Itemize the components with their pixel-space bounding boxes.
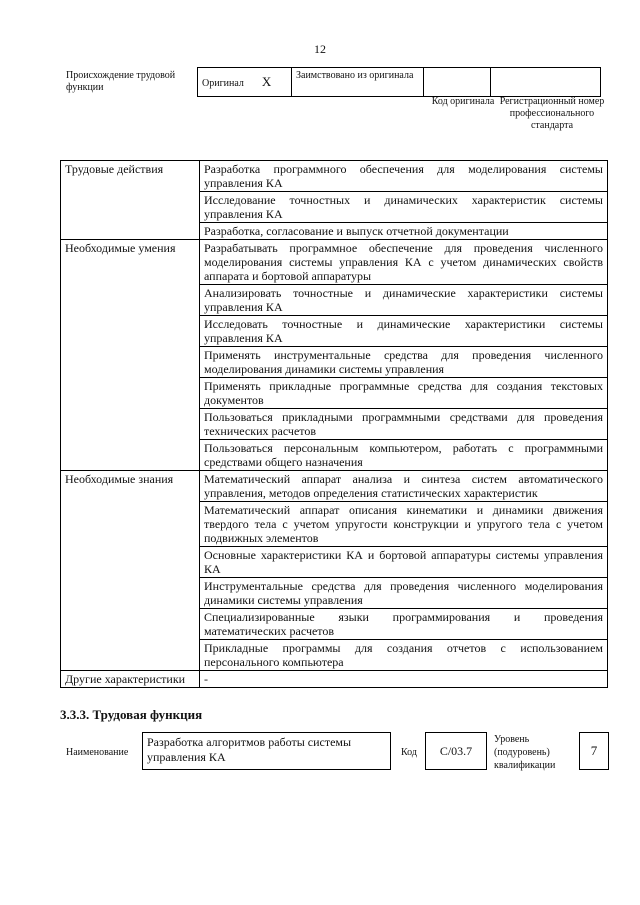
table-cell: Специализированные языки программирования и проведения математических расчетов xyxy=(200,609,608,640)
table-row xyxy=(61,161,608,192)
table-cell: Исследование точностных и динамических характеристик системы управления КА xyxy=(200,192,608,223)
table-row xyxy=(61,471,608,502)
origin-borrowed-cell: Заимствовано из оригинала xyxy=(292,68,424,97)
function-name-label: Наименование xyxy=(66,747,129,758)
table-cell: Основные характеристики КА и бортовой аппаратуры системы управления КА xyxy=(200,547,608,578)
qualification-level-label: Уровень (подуровень) квалификации xyxy=(494,734,556,771)
table-cell: Пользоваться прикладными программными средствами для проведения технических расчетов xyxy=(200,409,608,440)
origin-label: Происхождение трудовой функции xyxy=(66,70,176,93)
table-cell: Разработка программного обеспечения для моделирования системы управления КА xyxy=(200,161,608,192)
table-row xyxy=(61,671,608,688)
category-required-knowledge: Необходимые знания xyxy=(61,471,200,671)
table-cell: Математический аппарат описания кинематики и динамики движения твердого тела с учетом упругости конструкции и упругого тела с учетом подвижных элементов xyxy=(200,502,608,547)
table-cell: Анализировать точностные и динамические характеристики системы управления КА xyxy=(200,285,608,316)
category-other: Другие характеристики xyxy=(61,671,200,688)
function-name-value: Разработка алгоритмов работы системы управления КА xyxy=(142,732,391,770)
origin-original-cell xyxy=(198,68,292,97)
table-cell: Применять прикладные программные средства для создания текстовых документов xyxy=(200,378,608,409)
origin-code-caption: Код оригинала xyxy=(431,96,495,107)
function-code-label: Код xyxy=(401,747,417,758)
category-labor-actions: Трудовые действия xyxy=(61,161,200,240)
table-row xyxy=(61,240,608,285)
table-cell: Разработка, согласование и выпуск отчетной документации xyxy=(200,223,608,240)
table-cell: Применять инструментальные средства для проведения численного моделирования динамики системы управления xyxy=(200,347,608,378)
origin-reg-caption: Регистрационный номер профессионального стандарта xyxy=(499,96,605,131)
table-cell: Инструментальные средства для проведения численного моделирования динамики системы управления xyxy=(200,578,608,609)
table-cell: Прикладные программы для создания отчетов с использованием персонального компьютера xyxy=(200,640,608,671)
origin-original-mark: X xyxy=(261,73,272,89)
page-number: 12 xyxy=(314,42,326,56)
table-cell: Математический аппарат анализа и синтеза систем автоматического управления, методов определения статистических характеристик xyxy=(200,471,608,502)
qualification-level-value: 7 xyxy=(579,732,609,770)
function-code-value: C/03.7 xyxy=(425,732,487,770)
table-cell: Пользоваться персональным компьютером, работать с программными средствами общего назначения xyxy=(200,440,608,471)
section-title: 3.3.3. Трудовая функция xyxy=(60,707,203,722)
function-details-table xyxy=(60,160,608,688)
origin-code-cell xyxy=(424,68,491,97)
category-required-skills: Необходимые умения xyxy=(61,240,200,471)
table-cell: Разрабатывать программное обеспечение для проведения численного моделирования системы управления КА с учетом динамических свойств аппарата и бортовой аппаратуры xyxy=(200,240,608,285)
origin-reg-number-cell xyxy=(491,68,601,97)
table-cell: - xyxy=(200,671,608,688)
origin-table xyxy=(197,67,601,97)
table-cell: Исследовать точностные и динамические характеристики системы управления КА xyxy=(200,316,608,347)
origin-original-label: Оригинал xyxy=(202,77,244,89)
